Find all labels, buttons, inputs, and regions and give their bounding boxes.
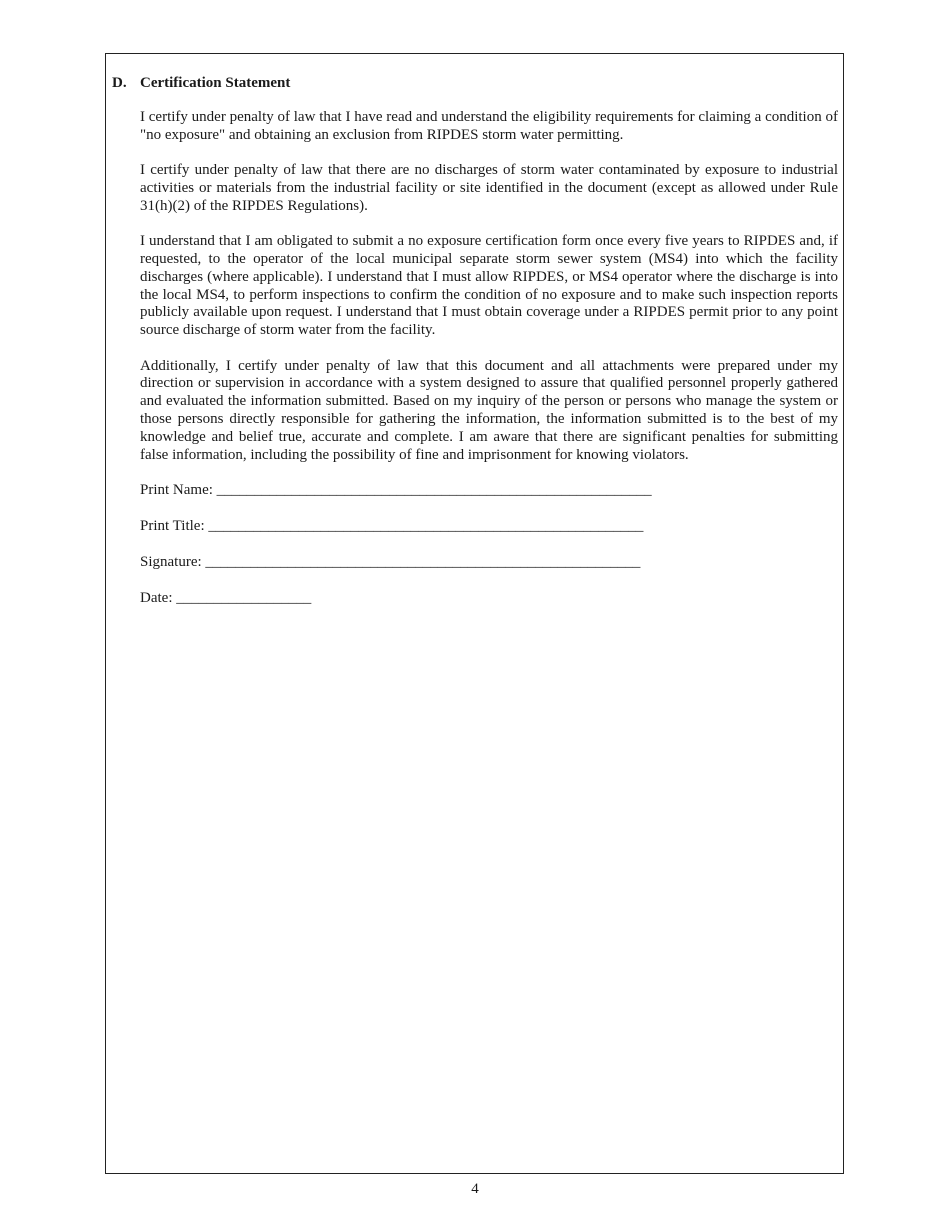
certification-paragraph-4: Additionally, I certify under penalty of law that this document and all attachments were prepared under my direction or supervision in accordance with a system designed to assure that qualified personnel properly gathered and evaluated the information submitted. Based on my inquiry of the person or persons who manage the system or those persons directly responsible for gathering the information, the information submitted is to the best of my knowledge and belief true, accurate and complete. I am aware that there are significant penalties for submitting false information, including the possibility of fine and imprisonment for knowing violators. — [140, 357, 838, 463]
print-title-field[interactable]: Print Title: __________________________________________________________ — [140, 517, 644, 534]
signature-field[interactable]: Signature: __________________________________________________________ — [140, 553, 641, 570]
certification-paragraph-3: I understand that I am obligated to submit a no exposure certification form once every five years to RIPDES and, if requested, to the operator of the local municipal separate storm sewer system (MS4) into which the facility discharges (where applicable). I understand that I must allow RIPDES, or MS4 operator where the discharge is into the local MS4, to perform inspections to confirm the condition of no exposure and to make such inspection reports publicly available upon request. I understand that I must obtain coverage under a RIPDES permit prior to any point source discharge of storm water from the facility. — [140, 233, 838, 339]
certification-paragraph-2: I certify under penalty of law that there are no discharges of storm water contaminated by exposure to industrial activities or materials from the industrial facility or site identified in the document (except as allowed under Rule 31(h)(2) of the RIPDES Regulations). — [140, 162, 838, 214]
section-heading — [112, 74, 290, 92]
page-number: 4 — [471, 1181, 479, 1197]
date-field[interactable]: Date: __________________ — [140, 589, 312, 606]
certification-paragraph-1: I certify under penalty of law that I have read and understand the eligibility requirements for claiming a condition of "no exposure" and obtaining an exclusion from RIPDES storm water permitting. — [140, 109, 838, 143]
section-letter: D. — [112, 75, 127, 91]
certification-content — [140, 109, 838, 626]
print-name-field[interactable]: Print Name: __________________________________________________________ — [140, 481, 652, 498]
section-title: Certification Statement — [140, 75, 291, 91]
